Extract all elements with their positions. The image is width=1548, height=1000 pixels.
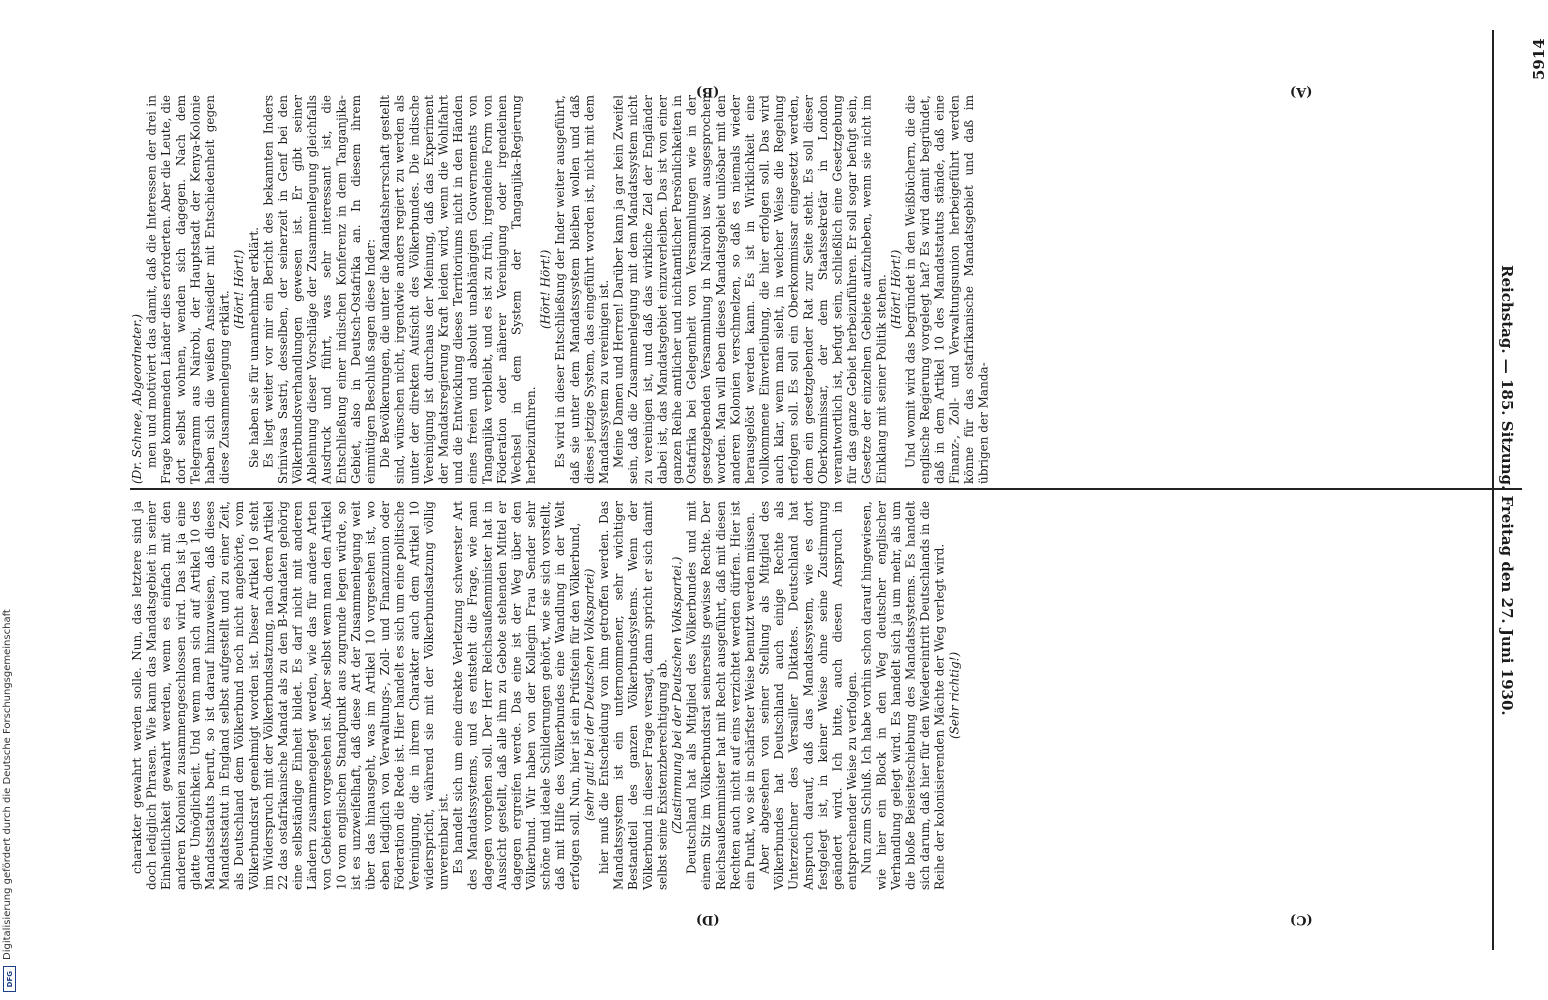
header-rule xyxy=(130,488,1522,490)
paragraph: Sie haben sie für unannehmbar erklärt. xyxy=(246,227,261,468)
header-side-rule xyxy=(1492,30,1494,950)
page-header-text: Reichstag. — 185. Sitzung. Freitag den 27. Juni 1930. xyxy=(1498,264,1516,716)
quotation: Die Bevölkerungen, die unter die Mandatsherrschaft gestellt sind, wünschen nicht, irgendwie anders regiert zu werden als unter der direkten Aufsicht des Völkerbundes. Die indische Vereinigung ist durchaus der Meinung, daß das Experiment der Mandatsregierung Kraft leiden wird, wenn die Wohlfahrt und die Entwicklung dieses Territoriums nicht in den Händen eines freien und absolut unabhängigen Gouvernements von Tanganjika verbleibt, und es ist zu früh, irgendeine Form von Föderation oder näherer Vereinigung oder irgendeinen Wechsel in dem System der Tanganjika-Regierung herbeizuführen. xyxy=(378,95,539,484)
digitization-credit: Digitalisierung gefördert durch die Deutsche Forschungsgemeinschaft xyxy=(2,609,13,960)
paragraph: Es wird in dieser Entschließung der Inder weiter ausgeführt, daß sie unter dem Mandatssystem bleiben wollen und daß dieses jetzige System, das eingeführt worden ist, nicht mit dem Mandatssystem zu vereinigen ist. xyxy=(553,95,611,484)
speaker-label: (Dr. Schnee, Abgeordneter.) xyxy=(130,313,144,484)
left-column xyxy=(130,92,1290,484)
dfg-logo: DFG xyxy=(3,966,16,992)
interjection: (Hört! Hört!) xyxy=(888,249,903,329)
running-header-strip xyxy=(1498,30,1528,950)
paragraph: Nun zum Schluß. Ich habe vorhin schon darauf hingewiesen, wie hier ein Block in den Weg deutscher englischer Verhandlung gelegt wird. Es handelt sich ja um mehr, als um die bloße Beiseiteschiebung des Mandatssystems. Es handelt sich darum, daß hier für den Wiedereintritt Deutschlands in die Reihe der kolonisierenden Mächte der Weg verlegt wird. xyxy=(859,501,947,890)
interjection: (Hört! Hört!) xyxy=(232,249,247,329)
interjection: (sehr gut! bei der Deutschen Volkspartei) xyxy=(582,568,597,822)
paragraph: men und motiviert das damit, daß die Interessen der drei in Frage kommenden Länder dies erforderten. Aber die Leute, die dort selbst wohnen, wenden sich dagegen. Nach dem Telegramm aus Nairobi, der Hauptstadt der Kenya-Kolonie haben sich die weißen Ansiedler mit Entschiedenheit gegen diese Zusammenlegung erklärt. xyxy=(144,95,232,484)
margin-marker-a: (A) xyxy=(1290,84,1313,99)
interjection: (Sehr richtig!) xyxy=(947,651,962,739)
right-column xyxy=(130,498,1290,890)
margin-marker-c: (C) xyxy=(1290,912,1313,927)
paragraph: Es handelt sich um eine direkte Verletzung schwerster Art des Mandatssystems, und es entsteht die Frage, wie man dagegen vorgehen soll. Der Herr Reichsaußenminister hat in Aussicht gestellt, daß alle ihm zu Gebote stehenden Mittel er dagegen ergreifen werde. Das eine ist der Weg über den Völkerbund. Wir haben von der Kollegin Frau Sender sehr schöne und ideale Schilderungen gehört, wie sie sich vorstellt, daß mit Hilfe des Völkerbundes eine Wandlung in der Welt erfolgen soll. Nun, hier ist ein Prüfstein für den Völkerbund, xyxy=(451,501,582,890)
paragraph: Und womit wird das begründet in den Weißbüchern, die die englische Regierung vorgelegt hat? Es wird damit begründet, daß in dem Artikel 10 des Mandatstatuts stände, daß eine Finanz-, Zoll- und Verwaltungsunion herbeigeführt werden könne für das ostafrikanische Mandatsgebiet und daß im übrigen der Manda- xyxy=(903,95,991,484)
page-number: 5914 xyxy=(1530,38,1548,80)
interjection: (Zustimmung bei der Deutschen Volkspartei.) xyxy=(669,556,684,834)
paragraph: Es liegt weiter vor mir ein Bericht des bekannten Inders Srinivasa Sastri, desselben, der seinerzeit in Genf bei den Völkerbundsverhandlungen gewesen ist. Er gibt seiner Ablehnung dieser Vorschläge der Zusammenlegung gleichfalls Ausdruck und führt, was sehr interessant ist, die Entschließung einer indischen Konferenz in dem Tanganjika-Gebiet, also in Deutsch-Ostafrika an. In diesem ihrem einmütigen Beschluß sagen diese Inder: xyxy=(261,95,378,484)
interjection: (Hört! Hört!) xyxy=(538,249,553,329)
paragraph: hier muß die Entscheidung von ihm getroffen werden. Das Mandatssystem ist ein unternommener, sehr wichtiger Bestandteil des ganzen Völkerbundsystems. Wenn der Völkerbund in dieser Frage versagt, dann spricht er sich damit selbst seine Existenzberechtigung ab. xyxy=(597,501,670,890)
paragraph: Aber abgesehen von seiner Stellung als Mitglied des Völkerbundes hat Deutschland auch einige Rechte als Unterzeichner des Versailler Diktates. Deutschland hat Anspruch darauf, daß das Mandatssystem, wie es dort festgelegt ist, in keiner Weise ohne seine Zustimmung geändert wird. Ich bitte, auch diesen Anspruch in entsprechender Weise zu verfolgen. xyxy=(757,501,860,890)
paragraph: charakter gewahrt werden solle. Nun, das letztere sind ja doch lediglich Phrasen. Wie kann das Mandatsgebiet in seiner Einheitlichkeit gewahrt werden, wenn es einfach mit den anderen Kolonien zusammengeschlossen wird. Das ist ja eine glatte Umöglichkeit. Und wenn man sich auf Artikel 10 des Mandatsstatuts beruft, so ist darauf hinzuweisen, daß dieses Mandatsstatut in England selbst aufgestellt und zu einer Zeit, als Deutschland dem Völkerbund noch nicht angehörte, vom Völkerbundsrat genehmigt worden ist. Dieser Artikel 10 steht im Widerspruch mit der Völkerbundsatzung, nach deren Artikel 22 das ostafrikanische Mandat als zu den B-Mandaten gehörig eine selbständige Einheit bildet. Es darf nicht mit anderen Ländern zusammengelegt werden, wie das für andere Arten von Gebieten vorgesehen ist. Aber selbst wenn man den Artikel 10 vom englischen Standpunkt aus zugrunde legen würde, so ist es unzweifelhaft, daß diese Art der Zusammenlegung weit über das hinausgeht, was im Artikel 10 vorgesehen ist, wo eben lediglich von Verwaltungs-, Zoll- und Finanzunion oder Föderation die Rede ist. Hier handelt es sich um eine politische Vereinigung, die in ihrem Charakter auch dem Artikel 10 widerspricht, während sie mit der Völkerbundsatzung völlig unvereinbar ist. xyxy=(130,501,451,890)
paragraph: Deutschland hat als Mitglied des Völkerbundes und mit einem Sitz im Völkerbundsrat seinerseits gewisse Rechte. Der Reichsaußenminister hat mit Recht ausgeführt, daß mit diesen Rechten auch nicht auf eins verzichtet werden dürfen. Hier ist ein Punkt, wo sie in schärfster Weise benutzt werden müssen. xyxy=(684,501,757,890)
margin-marker-b: (B) xyxy=(696,84,720,99)
margin-marker-d: (D) xyxy=(696,912,720,927)
paragraph: Meine Damen und Herren! Darüber kann ja gar kein Zweifel sein, daß die Zusammenlegung mit dem Mandatssystem nicht zu vereinigen ist, und daß das wirkliche Ziel der Engländer dabei ist, das Mandatsgebiet einzuverleiben. Das ist von einer ganzen Reihe amtlicher und nichtamtlicher Persönlichkeiten in Ostafrika bei Gelegenheit von Versammlungen wie in der gesetzgebenden Versammlung in Nairobi usw. ausgesprochen worden. Man will eben dieses Mandatsgebiet unlösbar mit den anderen Kolonien verschmelzen, so daß es niemals wieder herausgelöst werden kann. Es ist in Wirklichkeit eine vollkommene Einverleibung, die hier erfolgen soll. Das wird auch klar, wenn man sieht, in welcher Weise die Regelung erfolgen soll. Es soll ein Oberkommissar eingesetzt werden, dem ein gesetzgebender Rat zur Seite steht. Es soll dieser Oberkommissar, der dem Staatssekretär in London verantwortlich ist, befugt sein, schließlich eine Gesetzgebung für das ganze Gebiet herbeizuführen. Er soll sogar befugt sein, Gesetze der einzelnen Gebiete aufzuheben, wenn sie nicht im Einklang mit seiner Politik stehen. xyxy=(611,95,889,484)
